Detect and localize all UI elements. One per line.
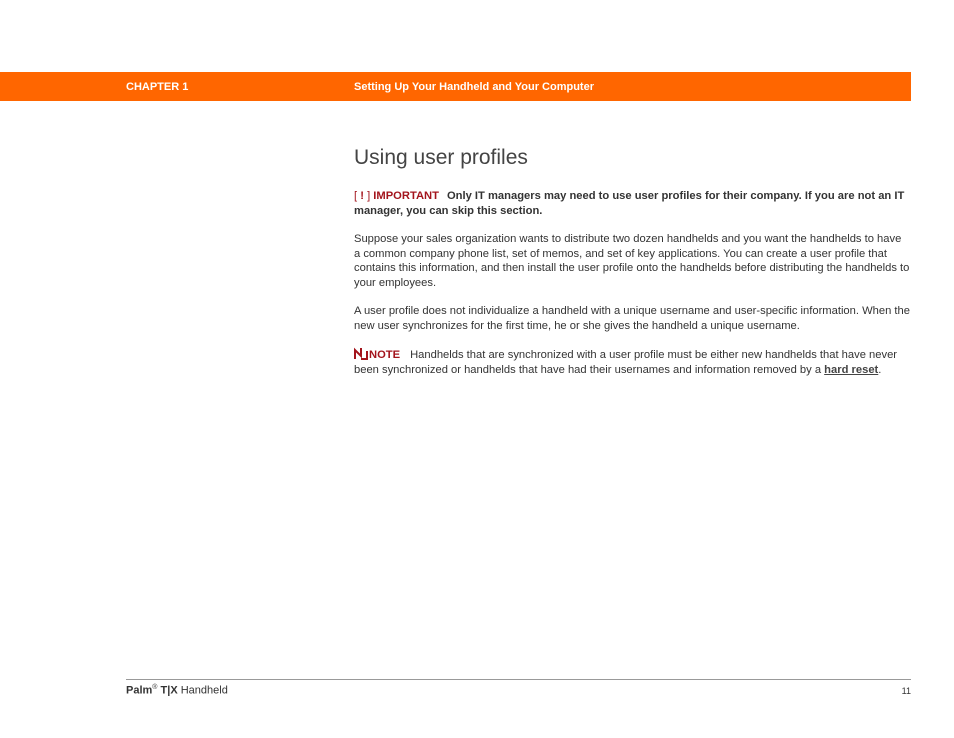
note-text: Handhelds that are synchronized with a user profile must be either new handhelds that have never been synchronized or handhelds that have had their usernames and information removed by a [354,349,898,376]
registered-mark: ® [152,684,158,691]
important-label: IMPORTANT [373,190,439,202]
footer-brand: Palm [126,684,153,697]
note-label: NOTE [369,349,401,361]
chapter-title: Setting Up Your Handheld and Your Computer [354,81,594,93]
footer-product-name [126,684,228,697]
chapter-label: CHAPTER 1 [126,81,189,93]
hard-reset-link[interactable]: hard reset [824,363,879,376]
chapter-header-bar [0,72,911,101]
important-callout [354,189,910,218]
footer-product: Handheld [180,684,228,697]
footer-divider [126,679,911,680]
important-bracket-close: ] [367,190,371,202]
body-paragraph: Suppose your sales organization wants to distribute two dozen handhelds and you want the handhelds to have a common company phone list, set of memos, and set of key applications. You can create a user profile that contains this information, and then install the user profile onto the handhelds before distributing the handhelds to your employees. [354,233,910,289]
note-text-end: . [878,363,882,376]
exclamation-icon: ! [360,190,364,202]
important-bracket-open: [ [354,190,358,202]
note-callout [354,347,910,377]
main-content [354,144,910,377]
page-number: 11 [901,686,911,696]
body-paragraph: A user profile does not individualize a handheld with a unique username and user-specific information. When the new user synchronizes for the first time, he or she gives the handheld a unique username. [354,305,910,332]
footer-model: T|X [160,684,178,697]
section-title: Using user profiles [354,146,528,169]
important-text: Only IT managers may need to use user profiles for their company. If you are not an IT manager, you can skip this section. [354,190,905,217]
note-icon [354,347,368,360]
